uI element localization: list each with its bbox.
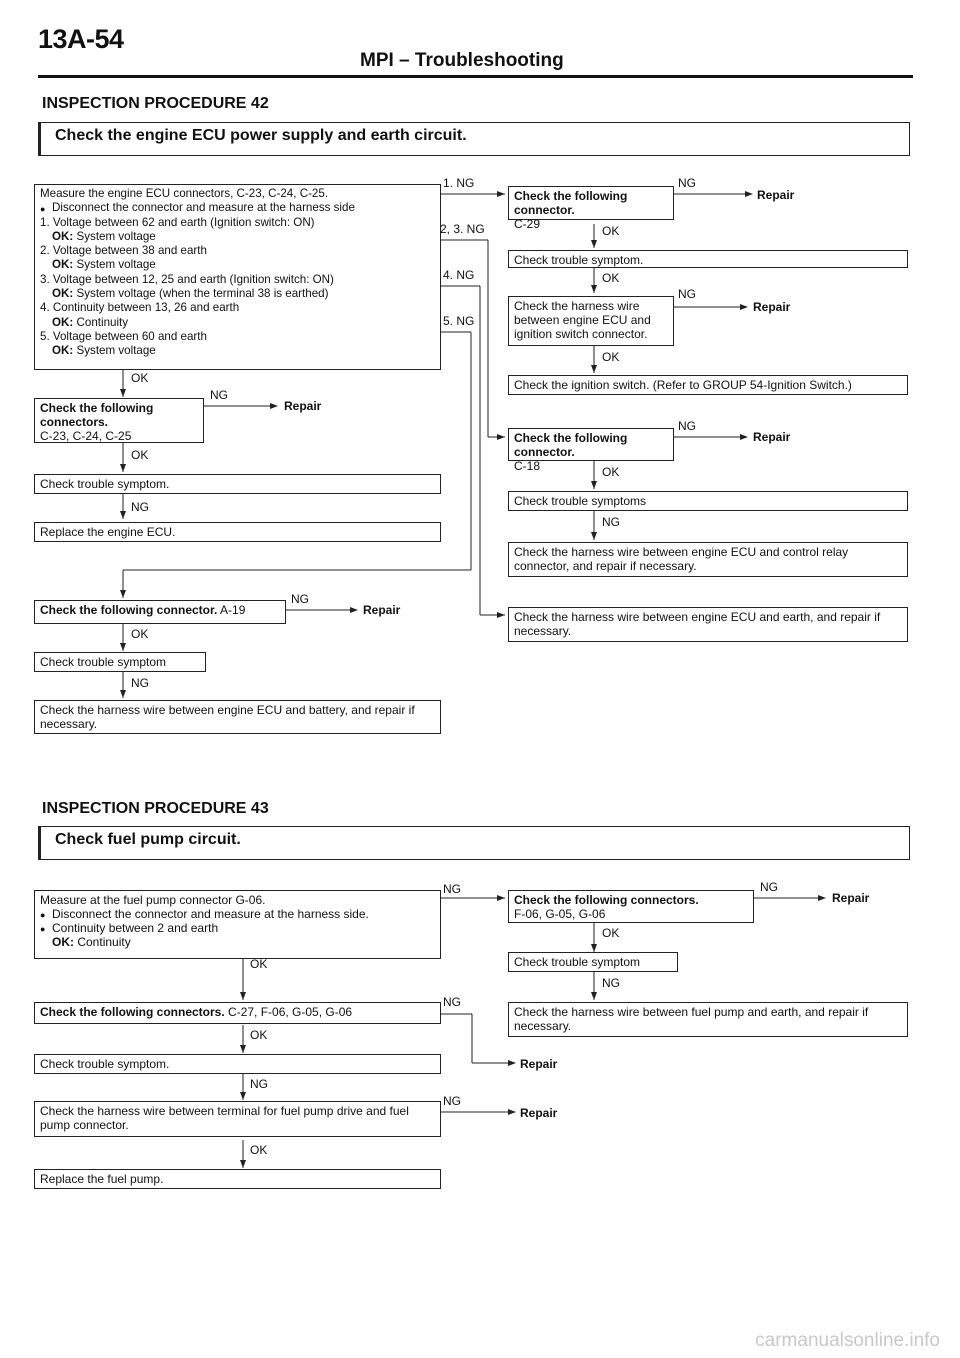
ng-label: 2, 3. NG — [440, 222, 485, 236]
box-text: Check trouble symptom. — [40, 477, 170, 491]
box-text: Check the harness wire between terminal for fuel pump drive and fuel pump connector. — [40, 1104, 409, 1132]
replace-ecu-box — [34, 522, 441, 542]
repair-label: Repair — [753, 430, 791, 444]
check-trouble-box — [508, 250, 908, 268]
check-connectors-box — [508, 890, 754, 923]
page-number: 13A-54 — [38, 24, 124, 54]
box-text: Check the harness wire between engine ECU and battery, and repair if necessary. — [40, 703, 415, 731]
check-harness-relay-box — [508, 542, 908, 577]
proc43-heading: INSPECTION PROCEDURE 43 — [42, 800, 269, 817]
ok-label: OK — [131, 627, 149, 641]
watermark: carmanualsonline.info — [755, 1330, 940, 1351]
box-text: Check trouble symptom. — [40, 1057, 170, 1071]
ok-label: OK — [250, 957, 268, 971]
ok-label: OK — [131, 371, 149, 385]
measure-item: 5. Voltage between 60 and earth — [40, 329, 207, 343]
box-title: Check the following connector. — [514, 431, 628, 459]
ok-label: OK: — [52, 287, 74, 301]
ok-value: System voltage (when the terminal 38 is earthed) — [76, 287, 329, 301]
ok-label: OK: — [52, 935, 74, 949]
proc43-measure-box — [34, 890, 441, 959]
box-text: Check trouble symptom — [40, 655, 167, 669]
box-text: Check trouble symptoms — [514, 494, 647, 508]
repair-label: Repair — [284, 399, 322, 413]
box-text: Replace the engine ECU. — [40, 525, 176, 539]
check-trouble-box — [34, 474, 441, 494]
ng-label: NG — [210, 388, 228, 402]
ok-value: System voltage — [76, 229, 156, 243]
check-trouble-box — [34, 652, 206, 672]
proc42-title: Check the engine ECU power supply and earth circuit. — [55, 127, 467, 144]
ok-value: System voltage — [76, 344, 156, 358]
box-note: C-23, C-24, C-25 — [40, 429, 132, 443]
measure-item: 3. Voltage between 12, 25 and earth (Ignition switch: ON) — [40, 272, 334, 286]
box-title: Check the following connector. — [40, 603, 218, 617]
check-trouble-box — [508, 952, 678, 972]
repair-label: Repair — [757, 188, 795, 202]
box-note: C-27, F-06, G-05, G-06 — [228, 1005, 353, 1019]
ok-label: OK — [131, 448, 149, 462]
box-note: C-18 — [514, 459, 541, 473]
box-note: F-06, G-05, G-06 — [514, 907, 606, 921]
ok-value: Continuity — [77, 935, 131, 949]
ok-label: OK: — [52, 229, 74, 243]
ok-value: Continuity — [76, 315, 129, 329]
ng-label: NG — [131, 676, 149, 690]
box-text: Check trouble symptom — [514, 955, 641, 969]
ok-value: System voltage — [76, 258, 156, 272]
box-text: Check the harness wire between engine ECU and ignition switch connector. — [514, 299, 651, 341]
box-note: C-29 — [514, 217, 541, 231]
ok-label: OK — [602, 465, 620, 479]
ok-label: OK — [602, 224, 620, 238]
ng-label: NG — [678, 287, 696, 301]
ng-label: NG — [678, 176, 696, 190]
check-connectors-box — [34, 1002, 441, 1024]
measure-item: 2. Voltage between 38 and earth — [40, 244, 207, 258]
check-harness-battery-box — [34, 700, 441, 734]
ng-label: NG — [291, 592, 309, 606]
proc43-flow-lines — [0, 780, 960, 1200]
repair-label: Repair — [363, 603, 401, 617]
page-title: MPI – Troubleshooting — [360, 50, 564, 71]
proc42-heading: INSPECTION PROCEDURE 42 — [42, 95, 269, 112]
check-connector-a19-box — [34, 600, 286, 624]
check-trouble-box — [34, 1054, 441, 1074]
repair-label: Repair — [520, 1057, 558, 1071]
ok-label: OK — [250, 1028, 268, 1042]
ng-label: NG — [443, 995, 461, 1009]
check-harness-ignition-box — [508, 296, 674, 346]
ok-label: OK — [602, 350, 620, 364]
box-text: Check the harness wire between engine ECU and earth, and repair if necessary. — [514, 610, 881, 638]
measure-line: ● Disconnect the connector and measure at the harness side — [40, 201, 435, 215]
ng-label: NG — [602, 976, 620, 990]
replace-fuel-pump-box — [34, 1169, 441, 1189]
check-connectors-box — [34, 398, 204, 443]
box-text: Check trouble symptom. — [514, 253, 644, 267]
box-title: Check the following connectors. — [40, 1005, 225, 1019]
check-trouble-box — [508, 491, 908, 511]
ng-label: 5. NG — [443, 314, 475, 328]
measure-line: Measure at the fuel pump connector G-06. — [40, 893, 266, 907]
check-harness-earth-box — [508, 607, 908, 642]
check-ignition-switch-box — [508, 375, 908, 395]
repair-label: Repair — [753, 300, 791, 314]
measure-item: 1. Voltage between 62 and earth (Ignition switch: ON) — [40, 215, 315, 229]
box-title: Check the following connectors. — [40, 401, 154, 429]
measure-line: Measure the engine ECU connectors, C-23, C-24, C-25. — [40, 187, 329, 200]
ok-label: OK — [602, 926, 620, 940]
check-harness-earth-box — [508, 1002, 908, 1037]
measure-line: ● Disconnect the connector and measure at the harness side. — [40, 907, 435, 921]
ng-label: NG — [131, 500, 149, 514]
ng-label: 1. NG — [443, 176, 475, 190]
box-text: Check the ignition switch. (Refer to GROUP 54-Ignition Switch.) — [514, 378, 852, 392]
proc43-title: Check fuel pump circuit. — [55, 831, 241, 848]
box-text: Check the harness wire between engine ECU and control relay connector, and repair if necessary. — [514, 545, 849, 573]
ng-label: NG — [678, 419, 696, 433]
ng-label: NG — [760, 880, 778, 894]
box-text: Check the harness wire between fuel pump and earth, and repair if necessary. — [514, 1005, 869, 1033]
ok-label: OK: — [52, 344, 74, 358]
repair-label: Repair — [520, 1106, 558, 1120]
box-title: Check the following connector. — [514, 189, 628, 217]
ok-label: OK: — [52, 258, 74, 272]
ng-label: NG — [443, 1094, 461, 1108]
check-harness-fuel-pump-box — [34, 1101, 441, 1137]
measure-item: 4. Continuity between 13, 26 and earth — [40, 301, 240, 315]
ok-label: OK: — [52, 315, 74, 329]
ok-label: OK — [250, 1143, 268, 1157]
ng-label: 4. NG — [443, 268, 475, 282]
repair-label: Repair — [832, 891, 870, 905]
ok-label: OK — [602, 271, 620, 285]
box-title: Check the following connectors. — [514, 893, 699, 907]
measure-line: ● Continuity between 2 and earth — [40, 921, 435, 935]
ng-label: NG — [250, 1077, 268, 1091]
box-text: Replace the fuel pump. — [40, 1172, 164, 1186]
box-note: A-19 — [220, 603, 246, 617]
ng-label: NG — [443, 882, 461, 896]
ng-label: NG — [602, 515, 620, 529]
